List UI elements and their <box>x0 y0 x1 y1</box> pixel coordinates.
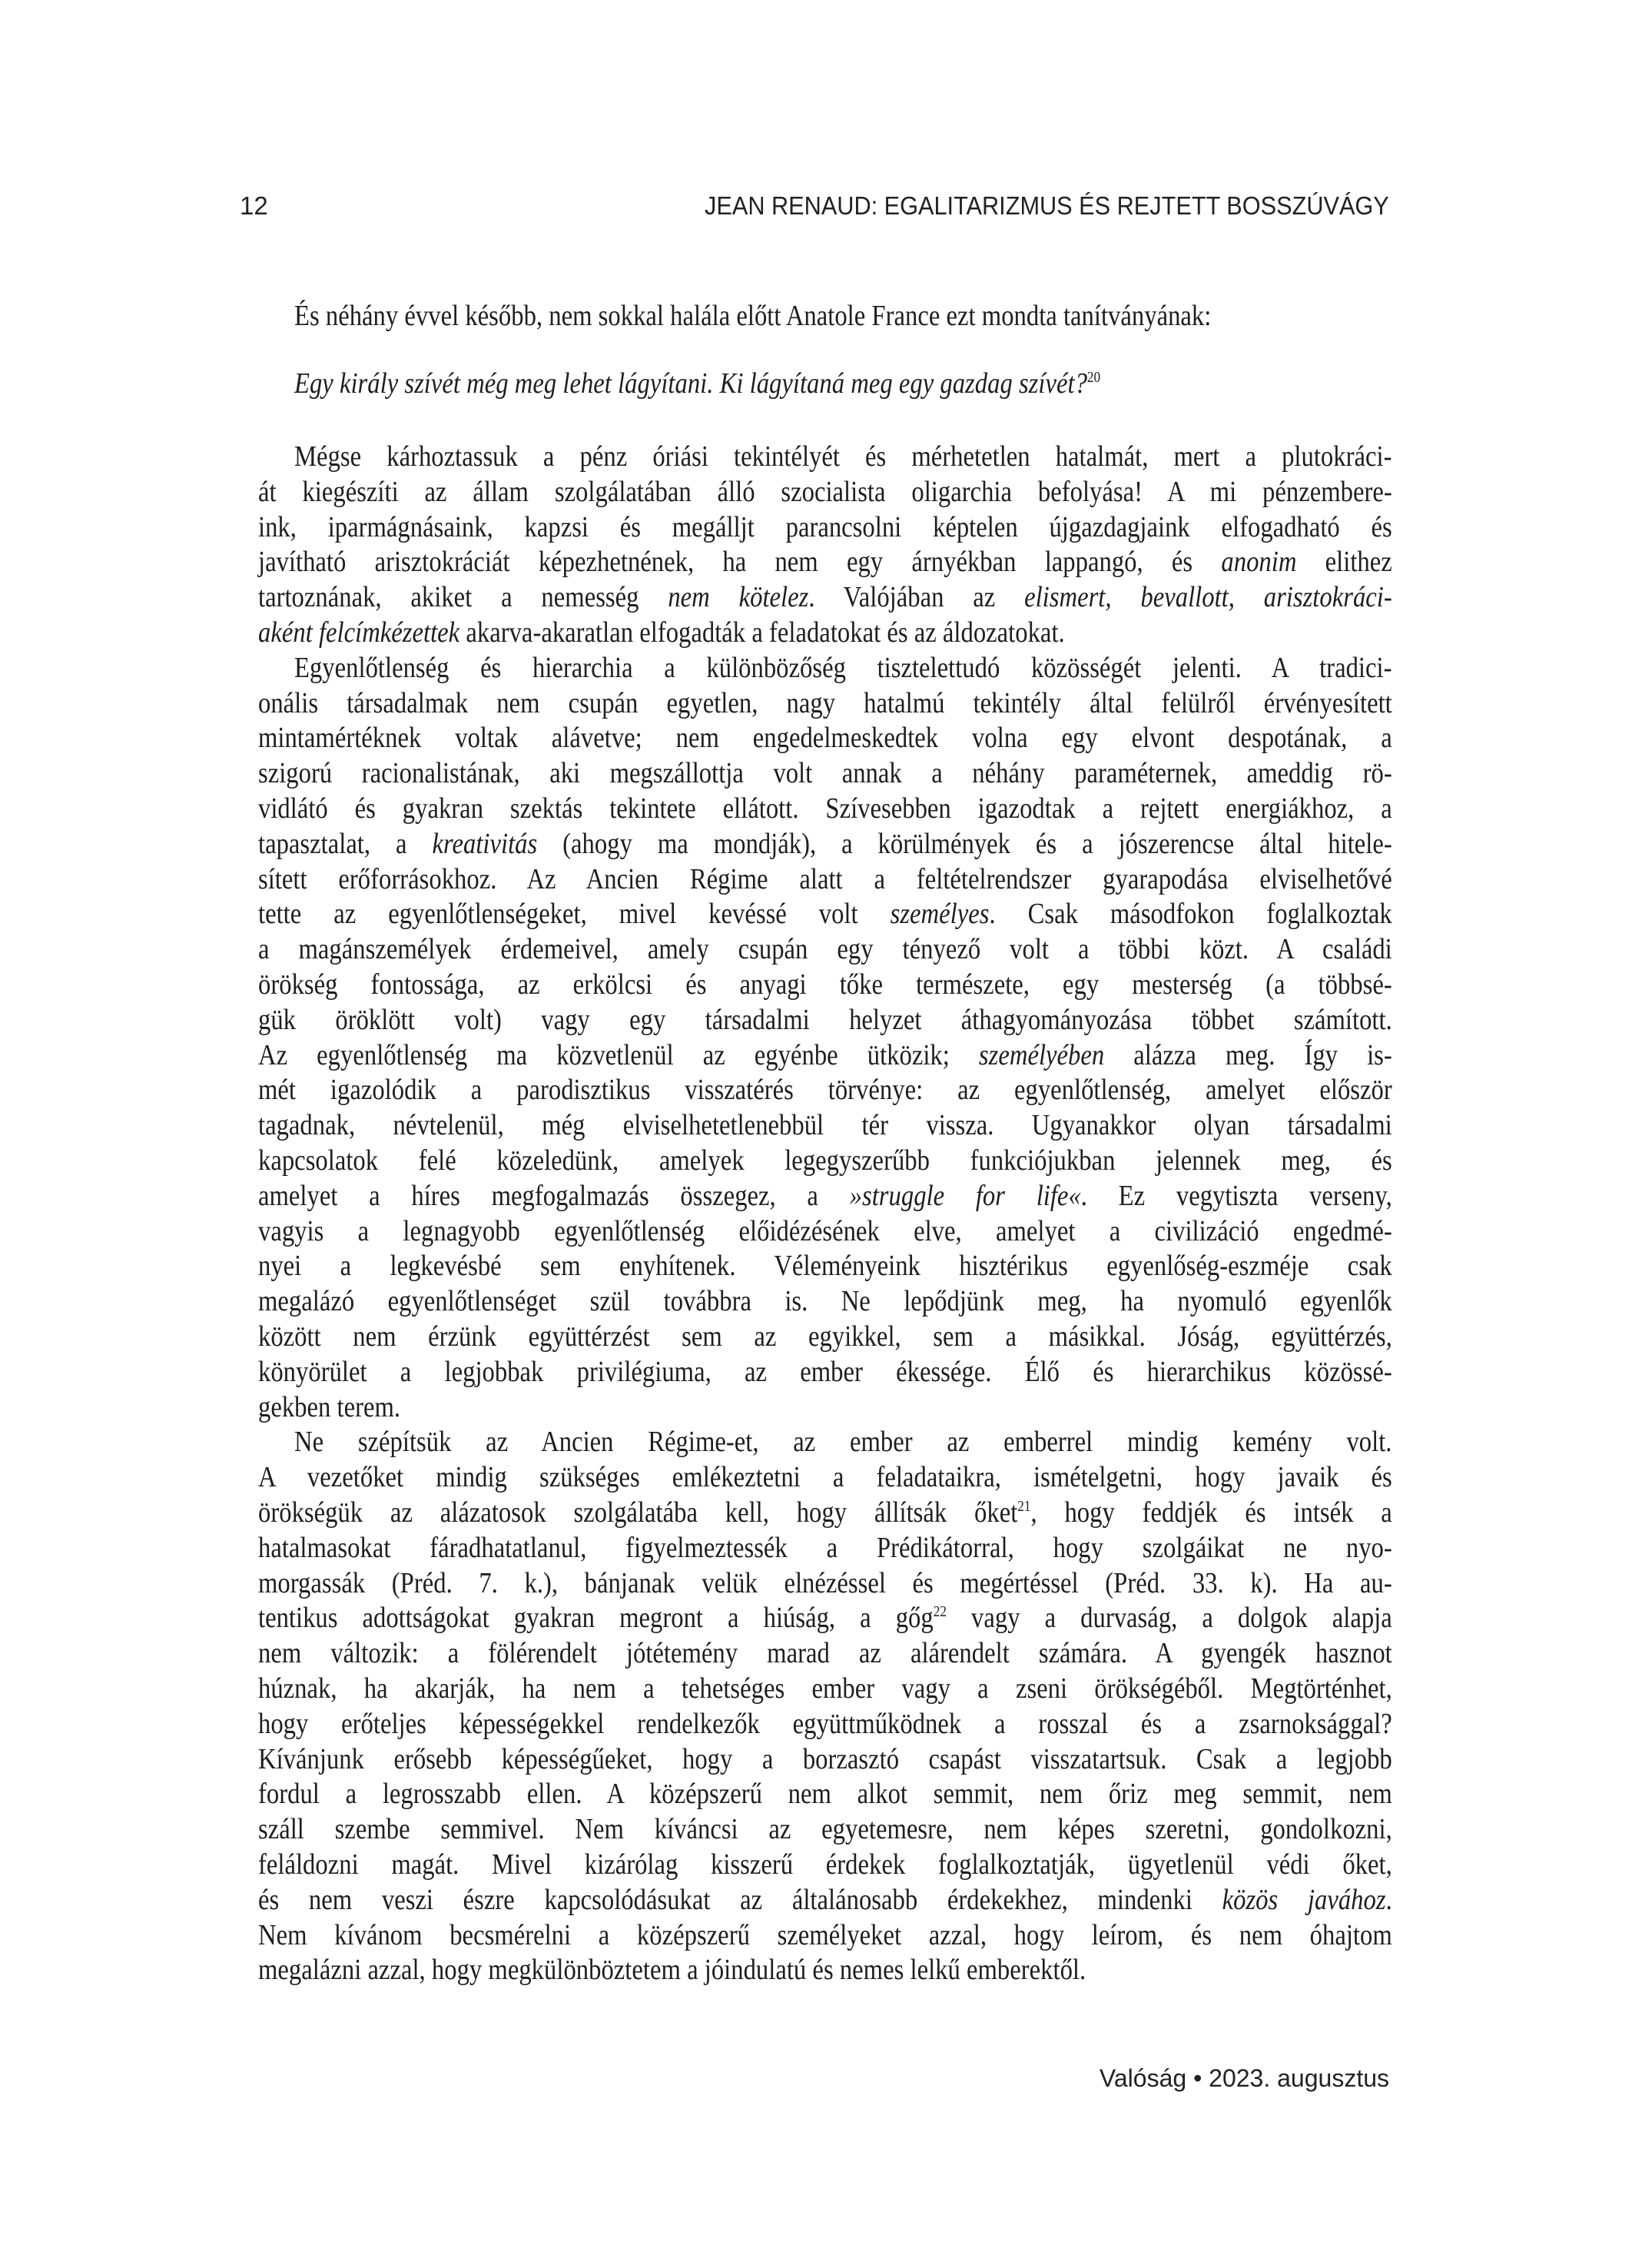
text-line <box>258 932 1392 968</box>
text-line <box>258 1003 1392 1038</box>
emphasis-text: közös javához <box>1222 1883 1386 1916</box>
text-run: morgassák (Préd. 7. k.), bánjanak velük elnézéssel és megértéssel (Préd. 33. k). Ha au- <box>258 1566 1392 1599</box>
intro-lead-text: És néhány évvel később, nem sokkal halála előtt Anatole France ezt mondta tanítványának: <box>294 300 1212 332</box>
text-line <box>294 651 1392 686</box>
text-line <box>258 1812 1392 1848</box>
text-run: Mégse kárhoztassuk a pénz óriási tekintélyét és mérhetetlen hatalmát, mert a plutokráci- <box>294 440 1392 473</box>
text-run: szigorú racionalistának, aki megszállottja volt annak a néhány paraméternek, ameddig rö- <box>258 757 1392 790</box>
text-run: fordul a legrosszabb ellen. A középszerű nem alkot semmit, nem őriz meg semmit, nem <box>258 1778 1392 1811</box>
text-run: nyei a legkevésbé sem enyhítenek. Véleményeink hisztérikus egyenlőség-eszméje csak <box>258 1250 1392 1283</box>
text-line <box>258 1742 1392 1778</box>
text-line <box>258 756 1392 792</box>
text-run: örökség fontossága, az erkölcsi és anyagi tőke természete, egy mesterség (a többsé- <box>258 968 1392 1001</box>
text-run: kapcsolatok felé közeledünk, amelyek legegyszerűbb funkciójukban jelennek meg, és <box>258 1144 1392 1177</box>
intro-quote <box>294 367 1392 402</box>
text-run: megalázó egyenlőtlenséget szül továbbra is. Ne lepődjünk meg, ha nyomuló egyenlők <box>258 1285 1392 1318</box>
text-line <box>258 1460 1392 1496</box>
text-line <box>258 580 1392 616</box>
text-run: . Ez vegytiszta verseny, <box>1080 1179 1392 1212</box>
text-run: örökségük az alázatosok szolgálatába kell, hogy állítsák őket <box>258 1496 1018 1529</box>
text-run: mintamértéknek voltak alávetve; nem engedelmeskedtek volna egy elvont despotának, a <box>258 722 1392 755</box>
text-line <box>258 792 1392 827</box>
text-run: feláldozni magát. Mivel kizárólag kisszerű érdekek foglalkoztatják, ügyetlenül védi őket, <box>258 1848 1392 1881</box>
footer-separator: • <box>1193 2064 1202 2092</box>
page-number: 12 <box>240 191 268 220</box>
text-run: Ne szépítsük az Ancien Régime-et, az ember az emberrel mindig kemény volt. <box>294 1426 1392 1459</box>
text-run: Kívánjunk erősebb képességűeket, hogy a borzasztó csapást visszatartsuk. Csak a legjobb <box>258 1742 1392 1775</box>
issue-date: 2023. augusztus <box>1209 2064 1389 2092</box>
text-run: (ahogy ma mondják), a körülmények és a jószerencse által hitele- <box>537 827 1392 860</box>
text-line <box>258 1038 1392 1074</box>
text-run: A vezetőket mindig szükséges emlékeztetni a feladataikra, ismételgetni, hogy javaik és <box>258 1461 1392 1494</box>
text-line <box>258 1355 1392 1390</box>
intro-lead-line <box>294 299 1392 334</box>
quote-text: Egy király szívét még meg lehet lágyítani. Ki lágyítaná meg egy gazdag szívét? <box>294 367 1087 400</box>
emphasis-text: nem kötelez <box>668 581 809 614</box>
text-line <box>258 1249 1392 1284</box>
text-run: hatalmasokat fáradhatatlanul, figyelmeztessék a Prédikátorral, hogy szolgáikat ne nyo- <box>258 1531 1392 1564</box>
text-line <box>258 1777 1392 1812</box>
text-line <box>258 1073 1392 1108</box>
text-run: gekben terem. <box>258 1390 401 1423</box>
text-run: mét igazolódik a parodisztikus visszatérés törvénye: az egyenlőtlenség, amelyet először <box>258 1074 1392 1107</box>
text-run: hogy erőteljes képességekkel rendelkezők együttműködnek a rosszal és a zsarnoksággal? <box>258 1707 1392 1740</box>
text-run: vagy a durvaság, a dolgok alapja <box>946 1602 1392 1635</box>
text-line <box>258 721 1392 756</box>
emphasis-text: elismert, bevallott, arisztokráci- <box>1024 581 1392 614</box>
text-run: Egyenlőtlenség és hierarchia a különbözőség tisztelettudó közösségét jelenti. A tradici- <box>294 651 1392 684</box>
text-line <box>258 1214 1392 1250</box>
footnote-ref: 20 <box>1086 369 1101 386</box>
emphasis-text: személyében <box>978 1038 1105 1071</box>
text-line <box>258 1179 1392 1214</box>
text-run: Nem kívánom becsmérelni a középszerű személyeket azzal, hogy leírom, és nem óhajtom <box>258 1918 1392 1951</box>
page-footer <box>1100 2066 1389 2090</box>
text-line <box>258 686 1392 722</box>
text-run: át kiegészíti az állam szolgálatában álló szocialista oligarchia befolyása! A mi pénzembere- <box>258 475 1392 508</box>
text-line <box>258 1108 1392 1144</box>
text-line <box>294 440 1392 475</box>
text-line <box>294 1425 1392 1460</box>
text-run: amelyet a híres megfogalmazás összegez, a <box>258 1179 850 1212</box>
text-line <box>258 475 1392 510</box>
text-line <box>258 968 1392 1003</box>
text-run: tagadnak, névtelenül, még elviselhetetlenebbül tér vissza. Ugyanakkor olyan társadalmi <box>258 1109 1392 1142</box>
text-run: . Valójában az <box>808 581 1025 614</box>
text-line <box>258 1320 1392 1355</box>
emphasis-text: »struggle for life« <box>849 1179 1081 1212</box>
text-line <box>258 616 1392 651</box>
text-line <box>258 1636 1392 1672</box>
text-run: között nem érzünk együttérzést sem az egyikkel, sem a másikkal. Jóság, együttérzés, <box>258 1320 1392 1353</box>
text-run: gük öröklött volt) vagy egy társadalmi helyzet áthagyományozása többet számított. <box>258 1003 1392 1036</box>
text-line <box>258 1918 1392 1954</box>
text-run: könyörület a legjobbak privilégiuma, az ember ékessége. Élő és hierarchikus közössé- <box>258 1355 1392 1388</box>
text-run: tapasztalat, a <box>258 827 433 860</box>
journal-name: Valóság <box>1099 2064 1187 2092</box>
running-title: JEAN RENAUD: EGALITARIZMUS ÉS REJTETT BOSSZÚVÁGY <box>705 191 1389 220</box>
text-run: száll szembe semmivel. Nem kíváncsi az egyetemesre, nem képes szeretni, gondolkozni, <box>258 1813 1392 1846</box>
text-line <box>258 510 1392 546</box>
text-run: Az egyenlőtlenség ma közvetlenül az egyénbe ütközik; <box>258 1038 979 1071</box>
text-line <box>258 862 1392 898</box>
text-run: vidlátó és gyakran szektás tekintete ellátott. Szívesebben igazodtak a rejtett energiákhoz, a <box>258 792 1392 825</box>
text-line <box>258 1531 1392 1566</box>
text-run: a magánszemélyek érdemeivel, amely csupán egy tényező volt a többi közt. A családi <box>258 933 1392 966</box>
text-run: , hogy feddjék és intsék a <box>1030 1496 1392 1529</box>
text-line <box>258 1496 1392 1531</box>
text-line <box>258 1144 1392 1179</box>
text-run: tette az egyenlőtlenségeket, mivel kevéssé volt <box>258 898 891 931</box>
text-line <box>258 827 1392 862</box>
text-run: és nem veszi észre kapcsolódásukat az általánosabb érdekekhez, mindenki <box>258 1883 1222 1916</box>
text-run: akarva-akaratlan elfogadták a feladatokat és az áldozatokat. <box>459 616 1065 649</box>
emphasis-text: kreativitás <box>432 827 538 860</box>
text-run: alázza meg. Így is- <box>1104 1038 1392 1071</box>
text-run: sített erőforrásokhoz. Az Ancien Régime alatt a feltételrendszer gyarapodása elviselhetővé <box>258 862 1392 895</box>
text-line <box>258 1848 1392 1883</box>
text-line <box>258 1883 1392 1918</box>
emphasis-text: anonim <box>1221 546 1297 579</box>
text-run: javítható arisztokráciát képezhetnének, ha nem egy árnyékban lappangó, és <box>258 546 1222 579</box>
footnote-ref: 21 <box>1017 1498 1031 1515</box>
text-line <box>258 1566 1392 1602</box>
text-run: tartoznának, akiket a nemesség <box>258 581 668 614</box>
text-line <box>258 1953 1392 1988</box>
text-line <box>258 1284 1392 1320</box>
text-line <box>258 897 1392 932</box>
emphasis-text: személyes <box>890 898 990 931</box>
text-run: tentikus adottságokat gyakran megront a hiúság, a gőg <box>258 1602 934 1635</box>
text-run: húznak, ha akarják, ha nem a tehetséges ember vagy a zseni örökségéből. Megtörténhet, <box>258 1672 1392 1705</box>
text-line <box>258 1601 1392 1636</box>
text-run: vagyis a legnagyobb egyenlőtlenség előidézésének elve, amelyet a civilizáció engedmé- <box>258 1214 1392 1247</box>
emphasis-text: aként felcímkézettek <box>258 616 460 649</box>
text-line <box>258 1707 1392 1742</box>
text-run: . Csak másodfokon foglalkoztak <box>989 898 1392 931</box>
text-line <box>258 545 1392 580</box>
text-run: elithez <box>1296 546 1392 579</box>
text-run: megalázni azzal, hogy megkülönböztetem a jóindulatú és nemes lelkű emberektől. <box>258 1954 1086 1987</box>
text-run: ink, iparmágnásaink, kapzsi és megálljt parancsolni képtelen újgazdagjaink elfogadható és <box>258 510 1392 543</box>
text-run: . <box>1385 1883 1392 1916</box>
text-run: onális társadalmak nem csupán egyetlen, nagy hatalmú tekintély által felülről érvényesített <box>258 686 1392 719</box>
footnote-ref: 22 <box>933 1603 947 1621</box>
text-line <box>258 1672 1392 1707</box>
text-line <box>258 1390 1392 1426</box>
text-run: nem változik: a fölérendelt jótétemény marad az alárendelt számára. A gyengék hasznot <box>258 1637 1392 1670</box>
